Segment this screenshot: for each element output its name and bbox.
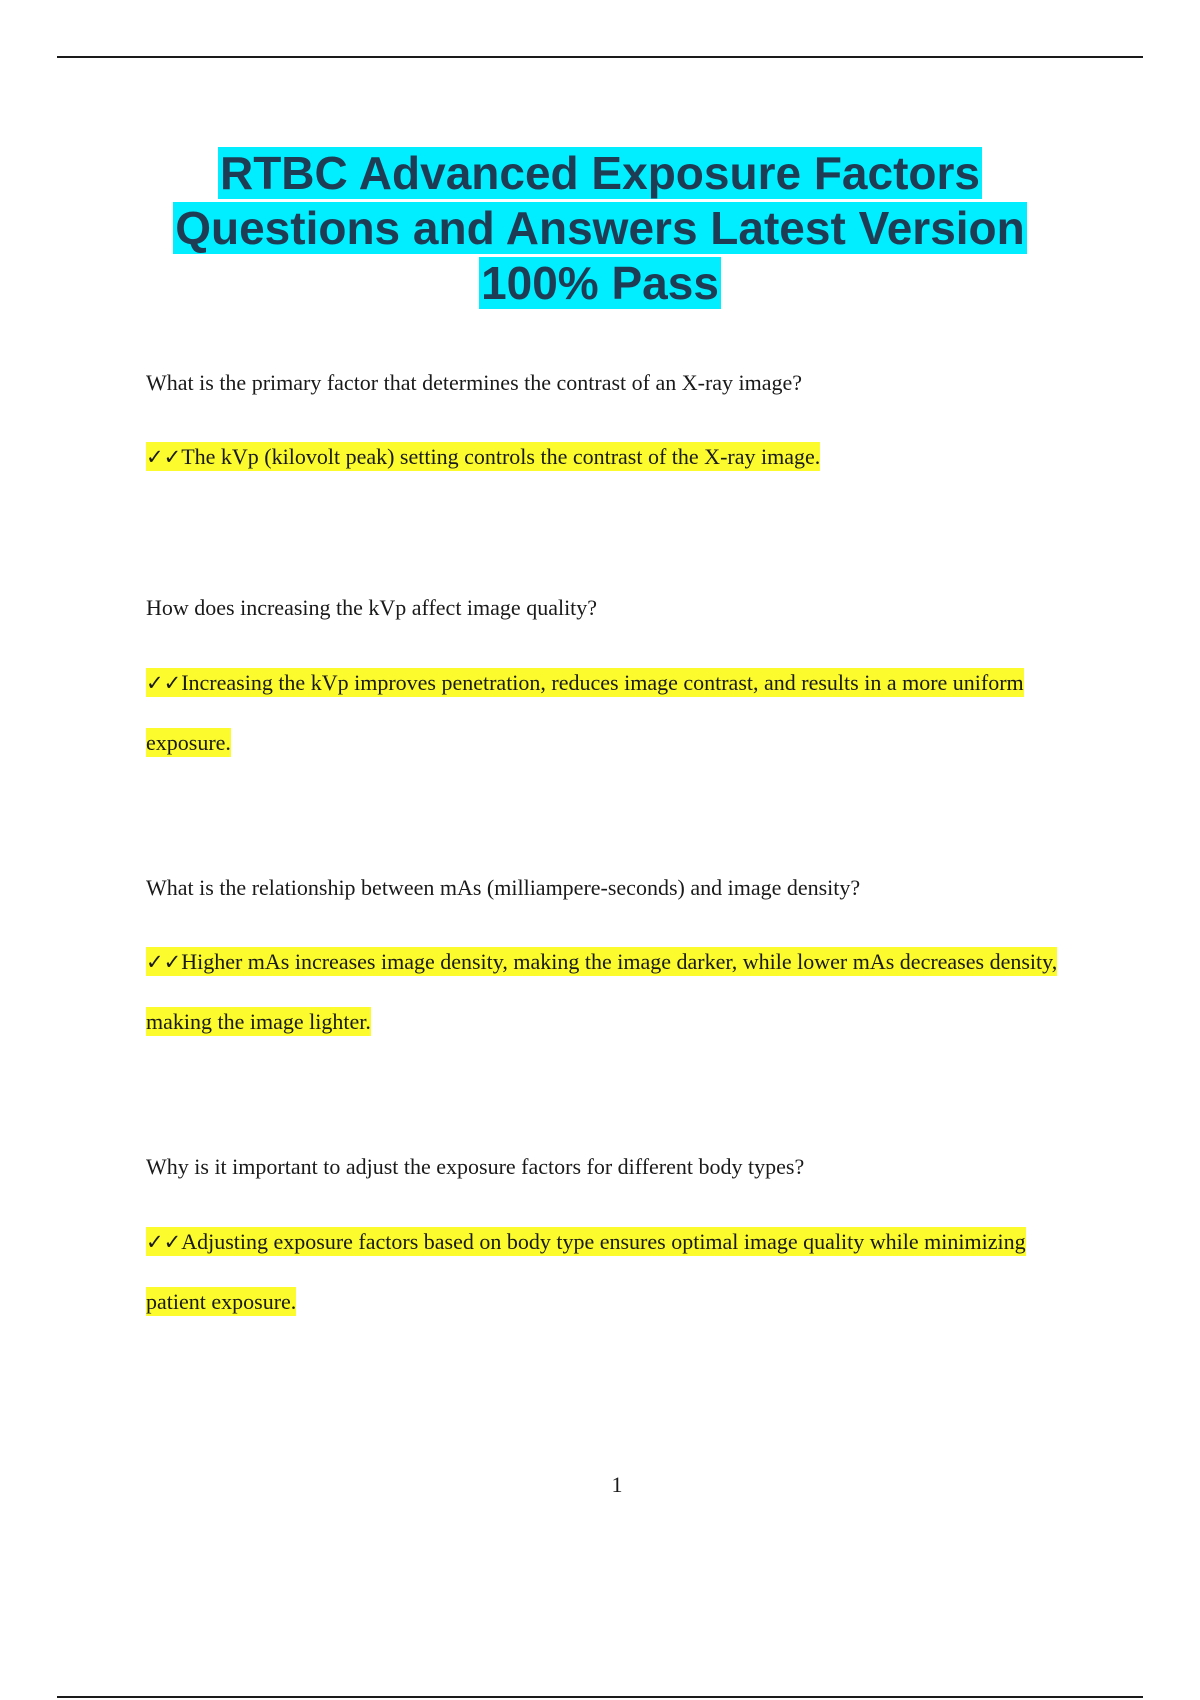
answer-4-text: Adjusting exposure factors based on body type ensures optimal image quality while minimizing patient exposure. [146,1229,1026,1314]
document-title [0,146,1200,311]
check-mark-icon: ✓✓ [146,445,182,469]
check-mark-icon: ✓✓ [146,950,182,974]
check-mark-icon: ✓✓ [146,1230,182,1254]
answer-2-text: Increasing the kVp improves penetration, reduces image contrast, and results in a more uniform exposure. [146,670,1024,755]
question-1: What is the primary factor that determines the contrast of an X-ray image? [146,370,803,395]
page-number: 1 [611,1472,623,1497]
answer-2 [146,653,1086,773]
answer-3 [146,932,1086,1052]
answer-4 [146,1212,1086,1332]
title-line-1: RTBC Advanced Exposure Factors [219,147,981,199]
bottom-rule [57,1696,1143,1698]
top-rule [57,56,1143,58]
question-3: What is the relationship between mAs (milliampere-seconds) and image density? [146,875,861,900]
title-line-3: 100% Pass [481,257,719,309]
question-2: How does increasing the kVp affect image quality? [146,595,598,620]
answer-1-text: The kVp (kilovolt peak) setting controls the contrast of the X-ray image. [181,444,821,469]
answer-3-text: Higher mAs increases image density, making the image darker, while lower mAs decreases density, making the image lighter. [146,949,1058,1034]
question-4: Why is it important to adjust the exposure factors for different body types? [146,1154,805,1179]
check-mark-icon: ✓✓ [146,671,182,695]
answer-1 [146,427,1086,487]
title-line-2: Questions and Answers Latest Version [175,202,1025,254]
